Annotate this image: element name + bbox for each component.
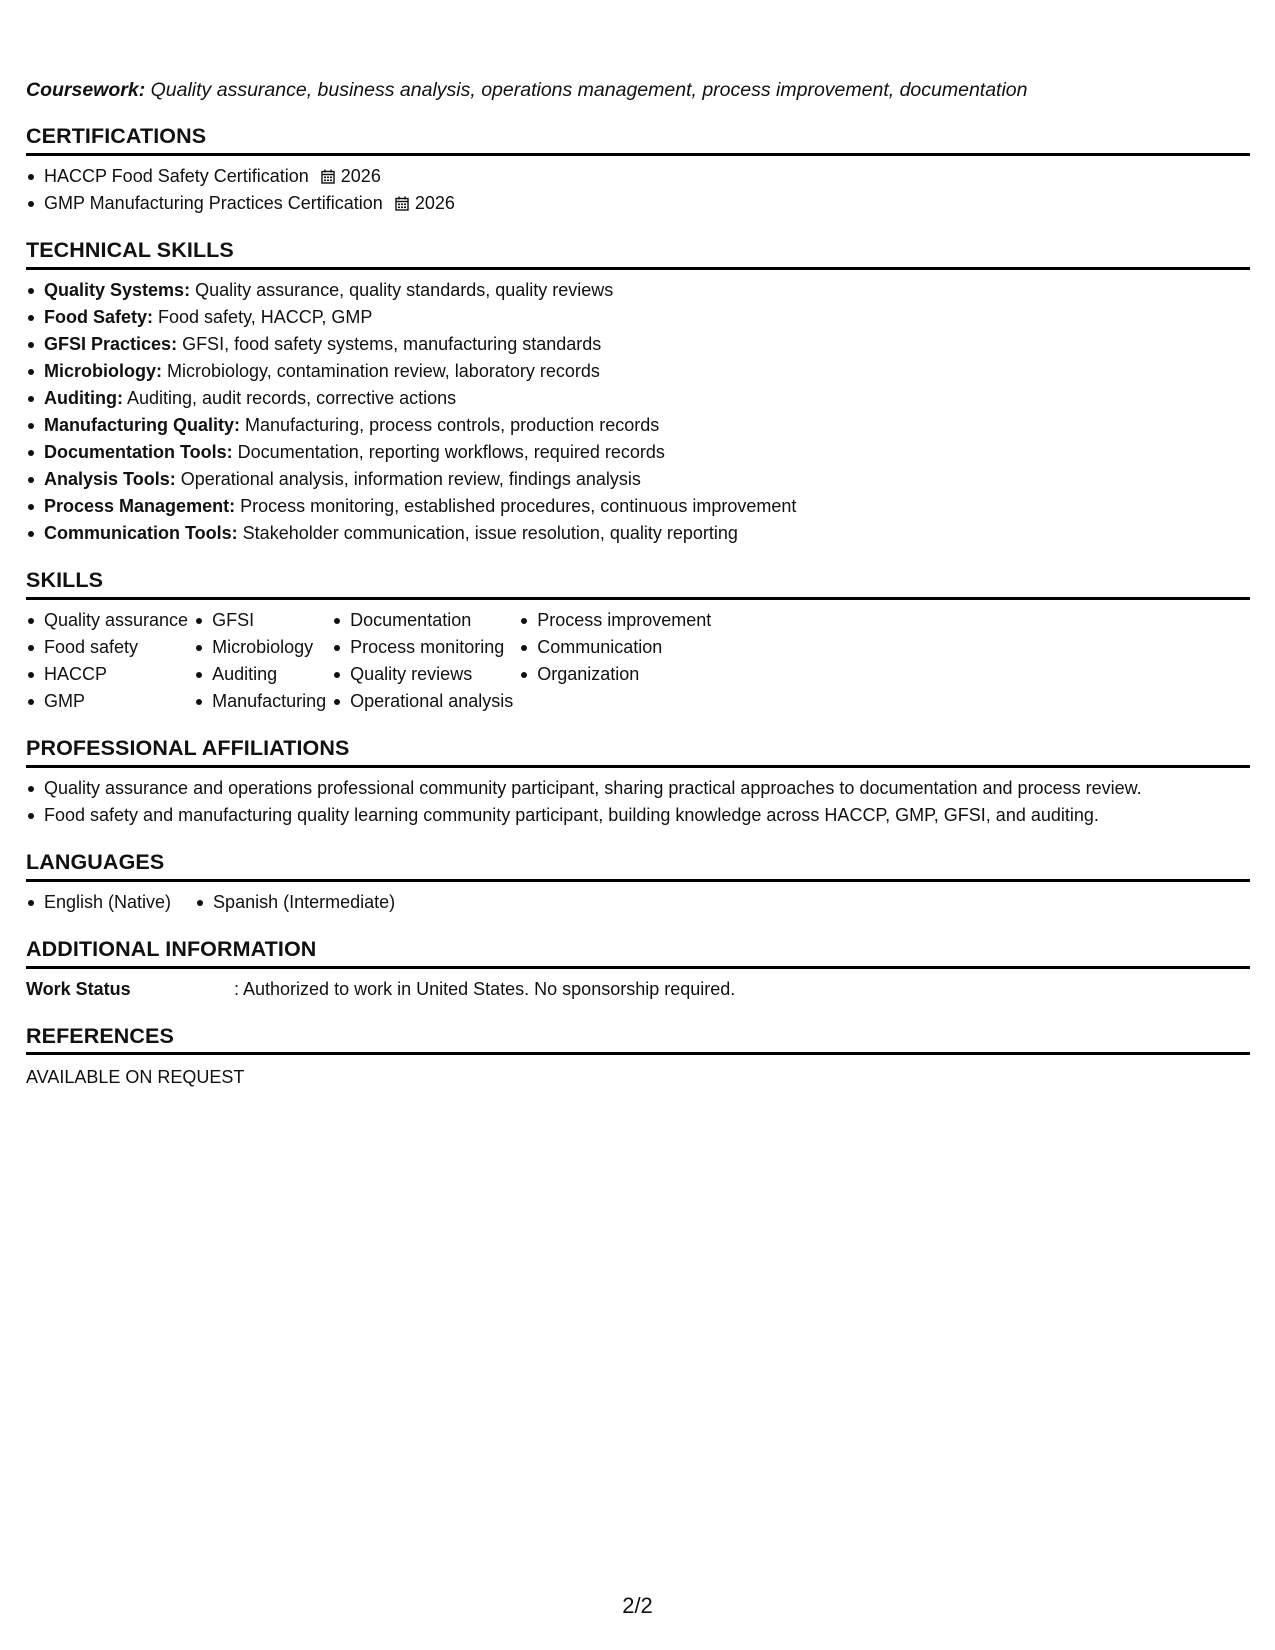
technical-skill-item [44, 412, 1250, 439]
resume-page [26, 78, 1250, 1091]
language-column [44, 889, 171, 916]
technical-skill-text: Food safety, HACCP, GMP [153, 307, 373, 328]
technical-skill-label: Microbiology: [44, 361, 162, 382]
language-item: Spanish (Intermediate) [213, 889, 395, 916]
skill-item: Documentation [350, 607, 513, 634]
skills-column-list [350, 607, 513, 715]
references-section [26, 1023, 1250, 1092]
technical-skill-label: Documentation Tools: [44, 442, 233, 463]
coursework-line [26, 78, 1250, 103]
additional-info-heading: ADDITIONAL INFORMATION [26, 936, 1250, 969]
skill-item: Process improvement [537, 607, 711, 634]
skills-column [212, 607, 326, 715]
language-list [213, 889, 395, 916]
languages-heading: LANGUAGES [26, 849, 1250, 882]
language-list [44, 889, 171, 916]
certification-item [44, 190, 1250, 217]
technical-skill-label: Food Safety: [44, 307, 154, 328]
technical-skill-item [44, 331, 1250, 358]
technical-skill-label: Analysis Tools: [44, 469, 176, 490]
skills-column [350, 607, 513, 715]
coursework-label: Coursework: [26, 79, 146, 101]
technical-skills-section [26, 237, 1250, 547]
affiliation-item: Food safety and manufacturing quality learning community participant, building knowledge across HACCP, GMP, GFSI, and auditing. [44, 802, 1250, 829]
technical-skill-text: GFSI, food safety systems, manufacturing standards [177, 334, 602, 355]
page-number: 2/2 [622, 1593, 653, 1618]
skills-column [537, 607, 711, 715]
technical-skill-text: Microbiology, contamination review, laboratory records [162, 361, 600, 382]
technical-skill-item [44, 493, 1250, 520]
skill-item: Operational analysis [350, 688, 513, 715]
technical-skill-text: Process monitoring, established procedures, continuous improvement [235, 496, 797, 517]
skill-item: Food safety [44, 634, 188, 661]
language-item: English (Native) [44, 889, 171, 916]
technical-skill-item [44, 277, 1250, 304]
technical-skill-label: Communication Tools: [44, 523, 238, 544]
skill-item: Organization [537, 661, 711, 688]
certification-name: GMP Manufacturing Practices Certification [44, 193, 383, 214]
skills-column [44, 607, 188, 715]
certifications-section [26, 123, 1250, 217]
technical-skills-heading: TECHNICAL SKILLS [26, 237, 1250, 270]
language-column [213, 889, 395, 916]
skill-item: HACCP [44, 661, 188, 688]
technical-skill-text: Auditing, audit records, corrective actions [122, 388, 457, 409]
technical-skill-item [44, 304, 1250, 331]
certifications-list [26, 163, 1250, 217]
technical-skill-text: Operational analysis, information review, findings analysis [175, 469, 641, 490]
certification-name: HACCP Food Safety Certification [44, 166, 309, 187]
skills-column-list [537, 607, 711, 688]
technical-skill-label: GFSI Practices: [44, 334, 178, 355]
technical-skill-item [44, 439, 1250, 466]
skill-item: Quality reviews [350, 661, 513, 688]
work-status-label: Work Status [26, 978, 131, 999]
skills-section [26, 567, 1250, 715]
skills-column-list [44, 607, 188, 715]
technical-skill-label: Auditing: [44, 388, 123, 409]
affiliations-section [26, 735, 1250, 829]
skill-item: Quality assurance [44, 607, 188, 634]
references-heading: REFERENCES [26, 1023, 1250, 1056]
skill-item: Auditing [212, 661, 326, 688]
affiliations-list [26, 775, 1250, 829]
technical-skill-text: Stakeholder communication, issue resolution, quality reporting [237, 523, 738, 544]
affiliations-heading: PROFESSIONAL AFFILIATIONS [26, 735, 1250, 768]
technical-skill-item [44, 385, 1250, 412]
work-status-value: : Authorized to work in United States. No sponsorship required. [234, 978, 736, 999]
skills-column-list [212, 607, 326, 715]
technical-skill-text: Documentation, reporting workflows, required records [232, 442, 665, 463]
certifications-heading: CERTIFICATIONS [26, 123, 1250, 156]
affiliation-item: Quality assurance and operations professional community participant, sharing practical approaches to documentation and process review. [44, 775, 1250, 802]
technical-skill-label: Quality Systems: [44, 280, 191, 301]
skills-grid [26, 607, 1250, 715]
certification-year: 2026 [340, 166, 381, 187]
technical-skill-text: Manufacturing, process controls, production records [240, 415, 660, 436]
technical-skills-list [26, 277, 1250, 547]
calendar-icon [321, 165, 335, 180]
coursework-text: Quality assurance, business analysis, operations management, process improvement, documentation [145, 79, 1028, 101]
additional-info-section [26, 936, 1250, 1003]
skill-item: GMP [44, 688, 188, 715]
skill-item: Manufacturing [212, 688, 326, 715]
skill-item: Communication [537, 634, 711, 661]
technical-skill-text: Quality assurance, quality standards, quality reviews [190, 280, 614, 301]
skill-item: Microbiology [212, 634, 326, 661]
certification-item [44, 163, 1250, 190]
languages-section [26, 849, 1250, 916]
technical-skill-item [44, 520, 1250, 547]
technical-skill-label: Process Management: [44, 496, 236, 517]
technical-skill-item [44, 358, 1250, 385]
technical-skill-label: Manufacturing Quality: [44, 415, 241, 436]
references-text: AVAILABLE ON REQUEST [26, 1067, 245, 1088]
languages-row [26, 889, 1250, 916]
skill-item: GFSI [212, 607, 326, 634]
skill-item: Process monitoring [350, 634, 513, 661]
technical-skill-item [44, 466, 1250, 493]
certification-year: 2026 [414, 193, 455, 214]
calendar-icon [395, 192, 409, 207]
work-status-row [26, 976, 1250, 1003]
skills-heading: SKILLS [26, 567, 1250, 600]
